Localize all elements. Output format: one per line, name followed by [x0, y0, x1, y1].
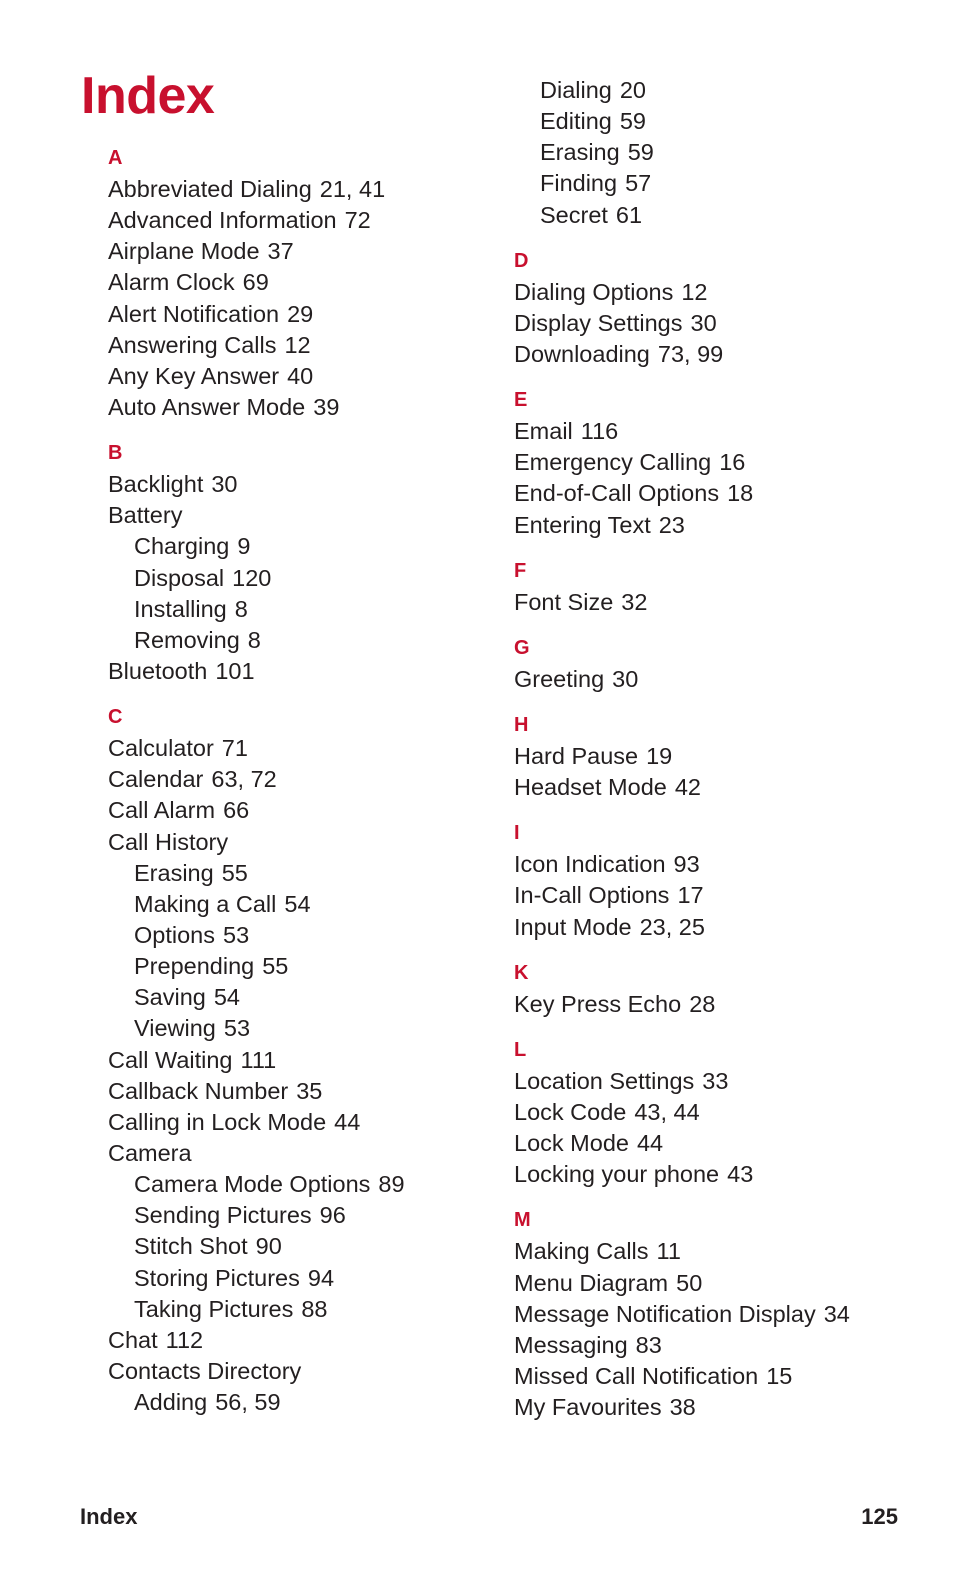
- index-term: Removing: [134, 626, 240, 653]
- index-letter-heading: H: [514, 713, 529, 736]
- index-page-refs: 66: [223, 797, 250, 824]
- index-entry: [108, 392, 508, 423]
- index-letter-heading: I: [514, 822, 520, 845]
- index-letter-heading: B: [108, 442, 123, 465]
- index-page-refs: 94: [307, 1264, 335, 1291]
- index-page-refs: 57: [625, 170, 652, 197]
- index-term: Lock Mode: [514, 1130, 629, 1157]
- index-entry: [108, 330, 508, 361]
- index-term: Input Mode: [514, 913, 632, 940]
- index-subentry: [108, 563, 508, 594]
- index-letter-heading: E: [514, 389, 528, 412]
- index-subentry: [108, 889, 508, 920]
- index-term: Call History: [108, 828, 229, 855]
- index-entry: [514, 510, 934, 541]
- index-term: Prepending: [134, 953, 255, 980]
- index-page-refs: 111: [240, 1046, 277, 1073]
- index-term: Missed Call Notification: [514, 1362, 759, 1389]
- index-page-refs: 18: [727, 480, 754, 507]
- index-subentry: [108, 1387, 508, 1418]
- index-term: Call Alarm: [108, 797, 216, 824]
- index-subentry: [108, 1169, 508, 1200]
- index-entry: [514, 772, 934, 803]
- index-entry: [514, 1299, 934, 1330]
- index-entry: [108, 733, 508, 764]
- index-term: Backlight: [108, 471, 204, 498]
- index-entry: [514, 478, 934, 509]
- index-entry: [108, 795, 508, 826]
- section-gap: [514, 943, 934, 958]
- index-term: Camera Mode Options: [134, 1171, 371, 1198]
- index-subentry: [108, 1231, 508, 1262]
- index-term: Calling in Lock Mode: [108, 1108, 327, 1135]
- index-entry: [108, 361, 508, 392]
- index-page-refs: 19: [646, 742, 673, 769]
- index-entry: [514, 989, 934, 1020]
- section-gap: [514, 231, 934, 246]
- index-page-refs: 15: [766, 1362, 793, 1389]
- index-entry: [514, 1330, 934, 1361]
- index-entry: [108, 827, 508, 858]
- section-gap: [514, 618, 934, 633]
- index-entry: [514, 1128, 934, 1159]
- index-term: Entering Text: [514, 511, 651, 538]
- index-entry: [514, 308, 934, 339]
- index-entry: [514, 339, 934, 370]
- index-term: Disposal: [134, 564, 225, 591]
- section-gap: [514, 803, 934, 818]
- index-column-right: [514, 75, 934, 1423]
- index-term: Headset Mode: [514, 774, 667, 801]
- index-term: Abbreviated Dialing: [108, 176, 312, 202]
- section-gap: [514, 695, 934, 710]
- index-subentry: [108, 625, 508, 656]
- index-page-refs: 9: [237, 533, 251, 560]
- index-page-refs: 37: [267, 238, 294, 265]
- index-page-refs: 53: [223, 921, 250, 948]
- index-letter-heading: F: [514, 559, 527, 582]
- index-term: Secret: [540, 201, 608, 228]
- index-term: Installing: [134, 595, 227, 622]
- index-entry: [108, 267, 508, 298]
- index-entry: [108, 1138, 508, 1169]
- index-entry: [108, 500, 508, 531]
- index-page-refs: 63, 72: [211, 766, 277, 793]
- index-page-refs: 59: [627, 139, 654, 166]
- index-page-refs: 120: [232, 564, 272, 591]
- index-term: Battery: [108, 502, 183, 529]
- index-subentry: [108, 951, 508, 982]
- index-entry: [514, 1392, 934, 1423]
- index-page-refs: 23, 25: [639, 913, 705, 940]
- index-entry: [108, 1107, 508, 1138]
- index-term: Alarm Clock: [108, 269, 235, 296]
- index-subentry: [108, 920, 508, 951]
- index-term: Email: [514, 418, 573, 445]
- index-term: Making Calls: [514, 1238, 649, 1265]
- index-term: Greeting: [514, 665, 605, 692]
- index-page-refs: 89: [378, 1171, 405, 1198]
- index-term: Charging: [134, 533, 230, 560]
- index-column-left: [108, 143, 508, 1418]
- index-entry: [514, 587, 934, 618]
- index-term: Hard Pause: [514, 742, 639, 769]
- index-page-refs: 38: [669, 1394, 696, 1421]
- index-term: Dialing: [540, 77, 612, 103]
- section-gap: [514, 370, 934, 385]
- index-page-refs: 54: [213, 984, 240, 1011]
- index-page-refs: 90: [255, 1233, 282, 1260]
- index-entry: [108, 1045, 508, 1076]
- index-page-refs: 21, 41: [319, 176, 386, 202]
- index-entry: [108, 1356, 508, 1387]
- index-term: Downloading: [514, 340, 650, 367]
- index-page-refs: 83: [635, 1331, 662, 1358]
- index-entry: [514, 416, 934, 447]
- index-entry: [514, 277, 934, 308]
- index-subentry: [108, 1200, 508, 1231]
- index-term: Viewing: [134, 1015, 216, 1042]
- section-gap: [108, 687, 508, 702]
- index-term: Stitch Shot: [134, 1233, 248, 1260]
- index-page-refs: 11: [656, 1238, 681, 1265]
- index-page-refs: 40: [287, 362, 314, 389]
- index-term: Messaging: [514, 1331, 628, 1358]
- index-term: Key Press Echo: [514, 990, 682, 1017]
- index-entry: [514, 912, 934, 943]
- index-letter-heading: L: [514, 1038, 527, 1061]
- index-term: Callback Number: [108, 1077, 289, 1104]
- index-entry: [514, 1066, 934, 1097]
- index-entry: [108, 1325, 508, 1356]
- index-term: Dialing Options: [514, 278, 674, 305]
- index-letter-heading: D: [514, 249, 529, 272]
- index-term: Calendar: [108, 766, 204, 793]
- footer-section-label: Index: [80, 1504, 138, 1529]
- index-page-refs: 55: [262, 953, 289, 980]
- index-page-refs: 8: [234, 595, 248, 622]
- index-page-refs: 50: [676, 1269, 703, 1296]
- index-entry: [108, 764, 508, 795]
- index-entry: [514, 1268, 934, 1299]
- index-term: My Favourites: [514, 1394, 662, 1421]
- section-gap: [108, 423, 508, 438]
- index-page-refs: 16: [719, 449, 746, 476]
- index-entry: [514, 1097, 934, 1128]
- index-entry: [514, 1236, 934, 1267]
- index-page-refs: 61: [615, 201, 643, 228]
- index-entry: [514, 1159, 934, 1190]
- page-title: Index: [81, 67, 215, 125]
- index-subentry: [108, 594, 508, 625]
- index-term: Camera: [108, 1139, 192, 1166]
- index-page-refs: 101: [215, 657, 255, 684]
- index-term: Saving: [134, 984, 206, 1011]
- index-page-refs: 44: [636, 1130, 664, 1157]
- index-entry: [108, 656, 508, 687]
- index-page-refs: 17: [677, 882, 704, 909]
- index-page-refs: 39: [313, 393, 340, 420]
- index-page-refs: 43, 44: [634, 1098, 700, 1125]
- index-entry: [514, 447, 934, 478]
- index-term: Chat: [108, 1326, 158, 1353]
- index-page-refs: 33: [702, 1067, 729, 1094]
- index-entry: [514, 741, 934, 772]
- index-term: Menu Diagram: [514, 1269, 669, 1296]
- index-page-refs: 73, 99: [657, 340, 724, 367]
- index-term: Adding: [134, 1389, 208, 1416]
- index-subentry: [514, 200, 934, 231]
- index-entry: [108, 174, 508, 205]
- index-term: Bluetooth: [108, 657, 208, 684]
- index-entry: [108, 299, 508, 330]
- index-term: Options: [134, 921, 215, 948]
- index-letter-heading: C: [108, 706, 123, 729]
- index-subentry: [108, 858, 508, 889]
- index-term: Erasing: [134, 859, 214, 886]
- index-subentry: [108, 982, 508, 1013]
- index-letter-heading: K: [514, 961, 529, 984]
- index-letter-heading: G: [514, 636, 530, 659]
- section-gap: [514, 1190, 934, 1205]
- index-subentry: [514, 137, 934, 168]
- index-term: Making a Call: [134, 890, 277, 917]
- index-page-refs: 8: [247, 626, 261, 653]
- footer-page-number: 125: [861, 1504, 898, 1529]
- index-term: Storing Pictures: [134, 1264, 300, 1291]
- index-subentry: [108, 1013, 508, 1044]
- index-page-refs: 34: [823, 1300, 850, 1327]
- index-subentry: [514, 106, 934, 137]
- index-term: Advanced Information: [108, 207, 337, 234]
- index-subentry: [108, 1294, 508, 1325]
- index-entry: [514, 849, 934, 880]
- index-entry: [514, 1361, 934, 1392]
- index-page-refs: 96: [319, 1202, 346, 1229]
- index-term: Location Settings: [514, 1067, 695, 1094]
- index-subentry: [108, 1263, 508, 1294]
- index-page-refs: 88: [301, 1295, 328, 1322]
- index-page-refs: 32: [621, 588, 648, 615]
- index-term: Auto Answer Mode: [108, 393, 306, 420]
- index-term: Lock Code: [514, 1098, 627, 1125]
- index-page-refs: 30: [211, 471, 238, 498]
- index-subentry: [108, 531, 508, 562]
- index-page-refs: 35: [296, 1077, 323, 1104]
- index-page-refs: 30: [690, 309, 717, 336]
- index-term: Display Settings: [514, 309, 683, 336]
- index-term: Answering Calls: [108, 331, 277, 358]
- index-term: Locking your phone: [514, 1161, 720, 1188]
- index-entry: [108, 1076, 508, 1107]
- index-page-refs: 12: [681, 278, 708, 305]
- index-term: Alert Notification: [108, 300, 280, 327]
- index-entry: [108, 236, 508, 267]
- index-entry: [108, 469, 508, 500]
- index-page-refs: 116: [580, 418, 619, 445]
- index-term: Editing: [540, 108, 612, 135]
- index-page-refs: 29: [287, 300, 314, 327]
- index-page-refs: 30: [612, 665, 639, 692]
- index-page-refs: 93: [673, 851, 700, 878]
- index-entry: [514, 880, 934, 911]
- index-page-refs: 20: [619, 77, 646, 103]
- index-page-refs: 23: [658, 511, 685, 538]
- index-term: Contacts Directory: [108, 1357, 302, 1384]
- index-page-refs: 12: [284, 331, 311, 358]
- index-term: Finding: [540, 170, 618, 197]
- index-subentry: [514, 168, 934, 199]
- index-page-refs: 43: [727, 1161, 754, 1188]
- section-gap: [514, 541, 934, 556]
- index-entry: [108, 205, 508, 236]
- index-entry: [514, 664, 934, 695]
- index-term: Message Notification Display: [514, 1300, 816, 1327]
- index-term: Sending Pictures: [134, 1202, 312, 1229]
- index-letter-heading: M: [514, 1209, 531, 1232]
- index-subentry: [514, 75, 934, 106]
- index-term: Any Key Answer: [108, 362, 280, 389]
- index-letter-heading: A: [108, 147, 123, 169]
- section-gap: [514, 1020, 934, 1035]
- index-page-refs: 55: [221, 859, 248, 886]
- index-term: End-of-Call Options: [514, 480, 720, 507]
- index-term: Erasing: [540, 139, 620, 166]
- index-page-refs: 112: [165, 1326, 204, 1353]
- index-term: Emergency Calling: [514, 449, 712, 476]
- index-page-refs: 72: [344, 207, 371, 234]
- index-term: Icon Indication: [514, 851, 666, 878]
- index-term: Taking Pictures: [134, 1295, 294, 1322]
- index-page-refs: 44: [334, 1108, 361, 1135]
- index-term: Airplane Mode: [108, 238, 260, 265]
- index-term: Font Size: [514, 588, 614, 615]
- index-term: Calculator: [108, 735, 214, 762]
- index-page-refs: 53: [223, 1015, 251, 1042]
- index-term: Call Waiting: [108, 1046, 233, 1073]
- index-term: In-Call Options: [514, 882, 670, 909]
- index-page-refs: 54: [284, 890, 311, 917]
- index-page-refs: 28: [689, 990, 716, 1017]
- index-page-refs: 56, 59: [215, 1389, 281, 1416]
- index-page-refs: 42: [674, 774, 701, 801]
- index-page-refs: 59: [619, 108, 646, 135]
- index-page-refs: 69: [242, 269, 269, 296]
- index-page-refs: 71: [221, 735, 248, 762]
